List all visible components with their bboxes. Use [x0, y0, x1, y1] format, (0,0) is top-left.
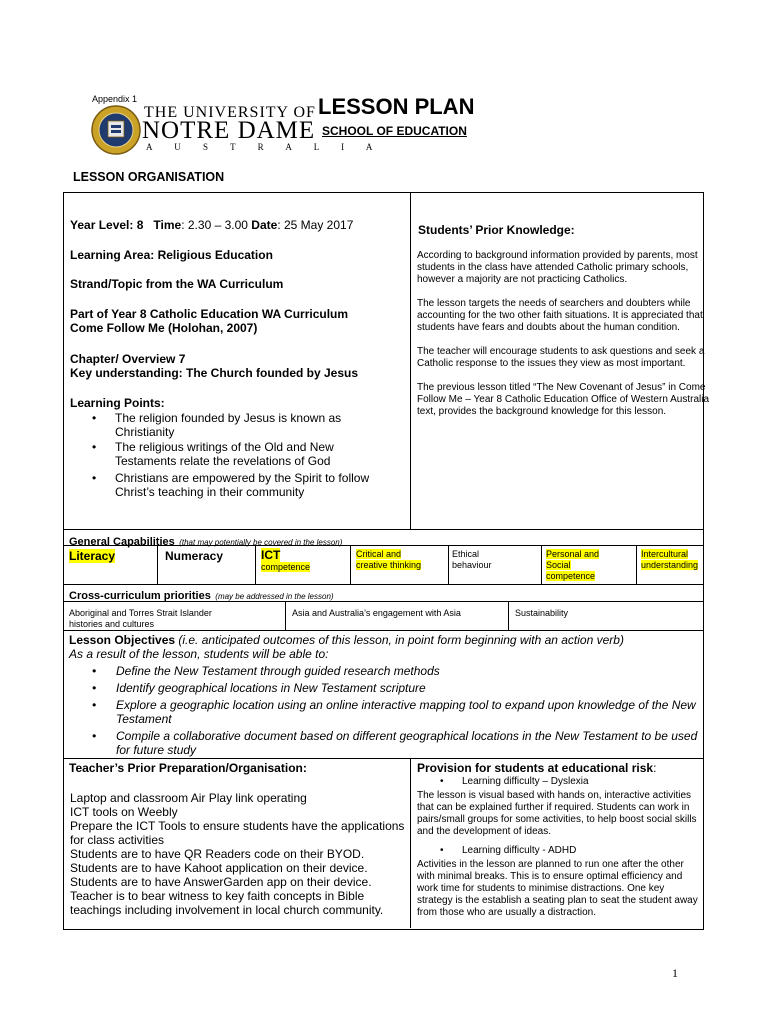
learning-points-label: Learning Points:: [70, 396, 165, 410]
objective-text: Explore a geographic location using an online interactive mapping tool to expand upon knowledge of the New Testament: [116, 698, 696, 726]
objectives-label: Lesson Objectives: [69, 633, 176, 647]
prep-line: Laptop and classroom Air Play link operating: [70, 791, 307, 805]
provision-label: Provision for students at educational risk: [417, 761, 654, 775]
prep-line: ICT tools on Weebly: [70, 805, 178, 819]
university-name-line3: A U S T R A L I A: [146, 142, 383, 152]
curriculum-part-line1: Part of Year 8 Catholic Education WA Curriculum: [70, 307, 349, 321]
provision-header: [417, 761, 656, 775]
year-time-date: [70, 218, 353, 232]
learning-area: Learning Area: Religious Education: [70, 248, 273, 262]
capability-ict-text: ICT: [261, 548, 281, 562]
divider: [63, 630, 704, 631]
capability-personal-line3: competence: [546, 571, 596, 581]
strand-topic: Strand/Topic from the WA Curriculum: [70, 277, 284, 291]
curriculum-part-line2: Come Follow Me (Holohan, 2007): [70, 321, 258, 335]
capability-literacy-text: Literacy: [69, 549, 116, 563]
provision-difficulty-2: • Learning difficulty - ADHD: [440, 845, 577, 856]
paragraph: The previous lesson titled “The New Covenant of Jesus” in Come Follow Me – Year 8 Catholic Education Office of Western Australia text, provides the background knowledge for this lesson.: [417, 382, 710, 417]
priority-aboriginal-line1: Aboriginal and Torres Strait Islander: [69, 608, 212, 618]
capability-critical: [356, 549, 421, 571]
divider: [410, 192, 411, 529]
appendix-label: Appendix 1: [92, 94, 138, 104]
objectives-header: [69, 633, 624, 647]
cross-curriculum-note: (may be addressed in the lesson): [215, 592, 334, 601]
cross-curriculum-header: [69, 586, 334, 604]
provision-difficulty-1: • Learning difficulty – Dyslexia: [440, 776, 589, 787]
year-level-value: 8: [136, 218, 144, 232]
prep-line: Students are to have Kahoot application on their device.: [70, 861, 368, 875]
objective-text: Define the New Testament through guided research methods: [116, 664, 440, 678]
divider: [350, 545, 351, 584]
time-value: : 2.30 – 3.00: [181, 218, 248, 232]
priority-sustainability: Sustainability: [515, 608, 569, 618]
year-level-label: Year Level:: [70, 218, 134, 232]
objective-text: Compile a collaborative document based on different geographical locations in the New Testament to be used for future study: [116, 729, 698, 757]
capability-ict: [261, 548, 310, 573]
divider: [508, 601, 509, 630]
difficulty-text: Learning difficulty - ADHD: [462, 845, 577, 856]
university-name-line1: THE UNIVERSITY OF: [144, 104, 316, 121]
date-label: Date: [251, 218, 278, 232]
capability-intercultural-line1: Intercultural: [641, 549, 689, 559]
capability-personal: [546, 549, 599, 582]
capabilities-label: General Capabilities: [69, 536, 175, 548]
difficulty-text: Learning difficulty – Dyslexia: [462, 776, 589, 787]
paragraph: According to background information provided by parents, most students in the class have attended Catholic primary schools, however a majority are not practicing Catholics.: [417, 250, 698, 285]
prep-line: Students are to have AnswerGarden app on their device.: [70, 875, 372, 889]
divider: [255, 545, 256, 584]
list-item: • The religious writings of the Old and New Testaments relate the revelations of God: [92, 440, 334, 468]
prep-label: Teacher’s Prior Preparation/Organisation:: [69, 761, 307, 775]
university-crest-icon: [90, 104, 142, 156]
objectives-list: [92, 664, 698, 757]
priority-aboriginal-line2: histories and cultures: [69, 619, 155, 629]
prep-line: Teacher is to bear witness to key faith concepts in Bible teachings including involvement in local church community.: [70, 889, 384, 917]
page-title: LESSON PLAN: [318, 94, 475, 119]
divider: [541, 545, 542, 584]
capability-ethical-line1: Ethical: [452, 549, 480, 559]
objective-text: Identify geographical locations in New Testament scripture: [116, 681, 426, 695]
list-item: • Define the New Testament through guided research methods: [92, 664, 440, 678]
learning-point-text: Christians are empowered by the Spirit to follow Christ’s teaching in their community: [115, 471, 370, 499]
cross-curriculum-label: Cross-curriculum priorities: [69, 590, 211, 602]
capability-critical-line1: Critical and: [356, 549, 402, 559]
divider: [63, 529, 704, 530]
capabilities-note: (that may potentially be covered in the lesson): [179, 538, 343, 547]
list-item: • Identify geographical locations in New Testament scripture: [92, 681, 426, 695]
provision-text-1: The lesson is visual based with hands on, interactive activities that can be explained further if required. Students can work in pairs/small groups for some activities, to help boost social skills and the development of ideas.: [417, 790, 697, 837]
prior-knowledge-label: Students’ Prior Knowledge:: [418, 223, 575, 237]
divider: [636, 545, 637, 584]
prep-text: [70, 791, 405, 917]
prep-line: Prepare the ICT Tools to ensure students have the applications for class activities: [70, 819, 405, 847]
capability-personal-line1: Personal and: [546, 549, 600, 559]
page-number: 1: [672, 966, 678, 980]
capability-ict-sub: competence: [261, 562, 311, 572]
list-item: • Explore a geographic location using an online interactive mapping tool to expand upon knowledge of the New Testament: [92, 698, 696, 726]
learning-point-text: The religious writings of the Old and New Testaments relate the revelations of God: [115, 440, 334, 468]
divider: [63, 584, 704, 585]
list-item: • Christians are empowered by the Spirit to follow Christ’s teaching in their community: [92, 471, 370, 499]
prep-line: Students are to have QR Readers code on their BYOD.: [70, 847, 365, 861]
capability-intercultural: [641, 549, 698, 571]
objectives-intro: As a result of the lesson, students will be able to:: [69, 647, 329, 661]
key-understanding: Key understanding: The Church founded by Jesus: [70, 366, 359, 380]
provision-text-2: Activities in the lesson are planned to run one after the other with minimal breaks. This is to ensure optimal efficiency and work time for students to minimise distractions. One key strategy is the establish a seating plan to seat the student away from those who are usually a distraction.: [417, 859, 698, 918]
learning-point-text: The religion founded by Jesus is known as Christianity: [115, 411, 342, 439]
section-title: LESSON ORGANISATION: [73, 170, 225, 184]
capability-intercultural-line2: understanding: [641, 560, 699, 570]
list-item: • Compile a collaborative document based on different geographical locations in the New Testament to be used for future study: [92, 729, 698, 757]
divider: [410, 758, 411, 928]
time-label: Time: [153, 218, 182, 232]
paragraph: The teacher will encourage students to ask questions and seek a Catholic response to the issues they view as most important.: [417, 346, 705, 369]
date-value: : 25 May 2017: [277, 218, 354, 232]
chapter-overview: Chapter/ Overview 7: [70, 352, 186, 366]
page-subtitle: SCHOOL OF EDUCATION: [322, 124, 467, 138]
capability-ethical: [452, 549, 492, 571]
learning-points-list: [92, 411, 392, 499]
priority-aboriginal: [69, 608, 212, 630]
capability-ethical-line2: behaviour: [452, 560, 492, 570]
university-name-line2: NOTRE DAME: [142, 117, 316, 144]
divider: [285, 601, 286, 630]
capability-critical-line2: creative thinking: [356, 560, 422, 570]
divider: [63, 758, 704, 759]
paragraph: The lesson targets the needs of searchers and doubters while accounting for the two other faith situations. It is appreciated that students have fears and doubts about the human condition.: [417, 298, 703, 333]
objectives-note: (i.e. anticipated outcomes of this lesson, in point form beginning with an action verb): [175, 633, 624, 647]
divider: [448, 545, 449, 584]
capability-personal-line2: Social: [546, 560, 571, 570]
list-item: • The religion founded by Jesus is known as Christianity: [92, 411, 342, 439]
priority-asia: Asia and Australia’s engagement with Asia: [292, 608, 461, 618]
divider: [157, 545, 158, 584]
provision-colon: :: [653, 761, 657, 775]
capability-numeracy: Numeracy: [165, 549, 224, 563]
prior-knowledge-text: [417, 250, 717, 418]
capability-literacy: [69, 549, 115, 563]
